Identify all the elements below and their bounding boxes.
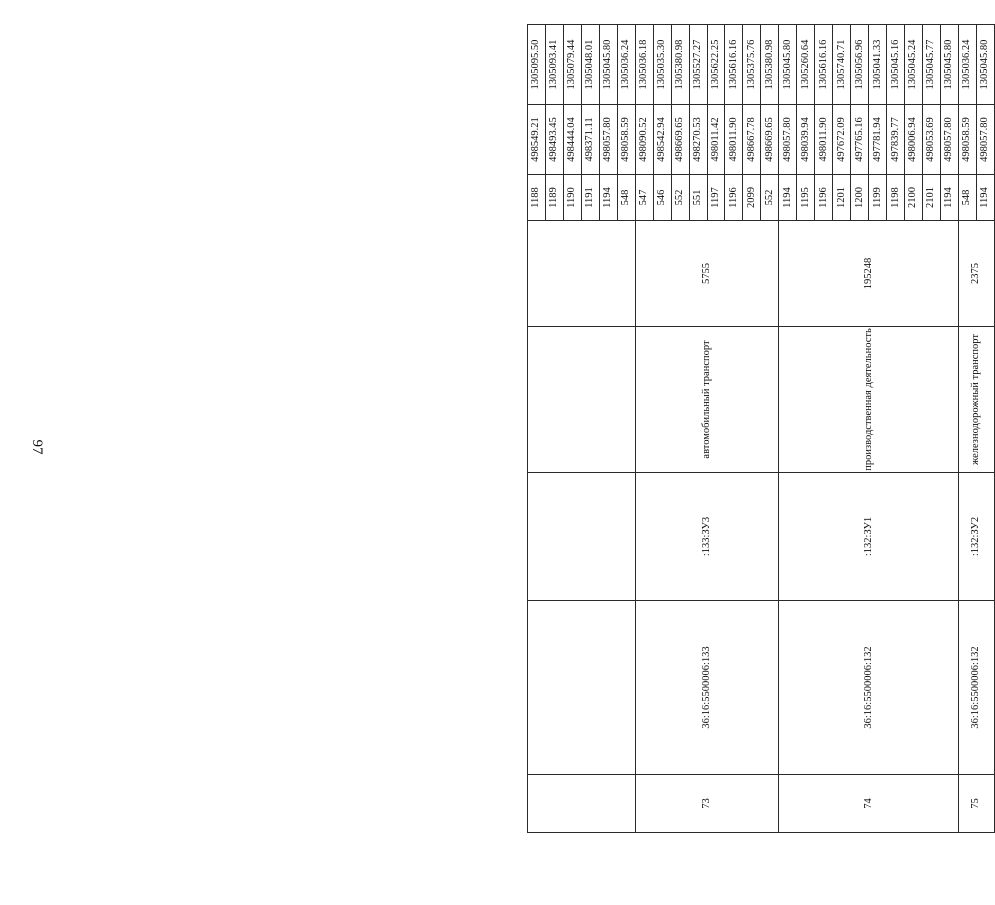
table-row <box>779 25 797 833</box>
point-id-cell: 1201 <box>833 175 851 221</box>
coord-y-cell: 1305045.80 <box>599 25 617 105</box>
coord-x-cell: 498667.78 <box>743 105 761 175</box>
coord-x-cell: 498057.80 <box>779 105 797 175</box>
coord-x-cell: 497765.16 <box>851 105 869 175</box>
point-id-cell: 1189 <box>545 175 563 221</box>
coord-y-cell: 1305045.80 <box>779 25 797 105</box>
coord-x-cell: 498039.94 <box>797 105 815 175</box>
land-use-cell: железнодорожный транспорт <box>958 327 994 473</box>
area-cell: 195248 <box>779 221 959 327</box>
point-id-cell: 2101 <box>922 175 940 221</box>
point-id-cell: 1196 <box>815 175 833 221</box>
coord-x-cell: 498542.94 <box>653 105 671 175</box>
coord-y-cell: 1305093.41 <box>545 25 563 105</box>
coord-y-cell: 1305045.77 <box>922 25 940 105</box>
coord-y-cell: 1305048.01 <box>581 25 599 105</box>
coord-x-cell: 498057.80 <box>940 105 958 175</box>
coord-x-cell: 498057.80 <box>976 105 994 175</box>
parcel-number-cell: 74 <box>779 775 959 833</box>
cadastral-number-cell <box>528 601 636 775</box>
table-row <box>958 25 976 833</box>
cadastral-number-cell: 36:16:5500006:133 <box>635 601 779 775</box>
coord-y-cell: 1305036.24 <box>958 25 976 105</box>
point-id-cell: 1194 <box>940 175 958 221</box>
coord-y-cell: 1305045.80 <box>940 25 958 105</box>
coord-y-cell: 1305380.98 <box>761 25 779 105</box>
coord-x-cell: 498011.42 <box>707 105 725 175</box>
coord-x-cell: 498058.59 <box>958 105 976 175</box>
coord-y-cell: 1305045.16 <box>887 25 905 105</box>
point-id-cell: 1194 <box>779 175 797 221</box>
area-cell: 2375 <box>958 221 994 327</box>
point-id-cell: 1198 <box>887 175 905 221</box>
coord-x-cell: 498549.21 <box>528 105 546 175</box>
table-body <box>528 25 995 833</box>
coord-y-cell: 1305036.24 <box>617 25 635 105</box>
point-id-cell: 1190 <box>563 175 581 221</box>
coord-x-cell: 498493.45 <box>545 105 563 175</box>
coord-x-cell: 498057.80 <box>599 105 617 175</box>
area-cell <box>528 221 636 327</box>
coord-y-cell: 1305095.50 <box>528 25 546 105</box>
point-id-cell: 552 <box>671 175 689 221</box>
parcel-number-cell: 73 <box>635 775 779 833</box>
coord-x-cell: 498006.94 <box>905 105 923 175</box>
point-id-cell: 1191 <box>581 175 599 221</box>
parcel-part-cell <box>528 473 636 601</box>
coord-x-cell: 498270.53 <box>689 105 707 175</box>
point-id-cell: 1194 <box>976 175 994 221</box>
coordinates-table-rotated <box>527 25 995 833</box>
point-id-cell: 548 <box>958 175 976 221</box>
coord-x-cell: 498090.52 <box>635 105 653 175</box>
coord-y-cell: 1305056.96 <box>851 25 869 105</box>
coord-y-cell: 1305616.16 <box>725 25 743 105</box>
point-id-cell: 547 <box>635 175 653 221</box>
parcel-part-cell: :132:ЗУ2 <box>958 473 994 601</box>
table-row <box>528 25 546 833</box>
coord-y-cell: 1305260.64 <box>797 25 815 105</box>
parcel-part-cell: :132:ЗУ1 <box>779 473 959 601</box>
coord-x-cell: 498011.90 <box>815 105 833 175</box>
coord-x-cell: 497839.77 <box>887 105 905 175</box>
point-id-cell: 1197 <box>707 175 725 221</box>
coord-y-cell: 1305035.30 <box>653 25 671 105</box>
area-cell: 5755 <box>635 221 779 327</box>
coord-y-cell: 1305740.71 <box>833 25 851 105</box>
table-row <box>635 25 653 833</box>
coord-y-cell: 1305380.98 <box>671 25 689 105</box>
cadastral-number-cell: 36:16:5500006:132 <box>779 601 959 775</box>
coord-x-cell: 497781.94 <box>869 105 887 175</box>
point-id-cell: 2099 <box>743 175 761 221</box>
coord-y-cell: 1305045.24 <box>905 25 923 105</box>
parcel-number-cell: 75 <box>958 775 994 833</box>
coord-x-cell: 498444.04 <box>563 105 581 175</box>
land-use-cell: автомобильный транспорт <box>635 327 779 473</box>
coord-y-cell: 1305079.44 <box>563 25 581 105</box>
coord-y-cell: 1305041.33 <box>869 25 887 105</box>
coordinates-table <box>527 24 995 833</box>
coord-y-cell: 1305527.27 <box>689 25 707 105</box>
land-use-cell: производственная деятельность <box>779 327 959 473</box>
point-id-cell: 1196 <box>725 175 743 221</box>
point-id-cell: 1195 <box>797 175 815 221</box>
coord-x-cell: 498371.11 <box>581 105 599 175</box>
point-id-cell: 548 <box>617 175 635 221</box>
coord-x-cell: 498669.65 <box>671 105 689 175</box>
coord-y-cell: 1305045.80 <box>976 25 994 105</box>
point-id-cell: 1200 <box>851 175 869 221</box>
coord-y-cell: 1305375.76 <box>743 25 761 105</box>
coord-x-cell: 498053.69 <box>922 105 940 175</box>
parcel-part-cell: :133:ЗУ3 <box>635 473 779 601</box>
coord-x-cell: 498058.59 <box>617 105 635 175</box>
land-use-cell <box>528 327 636 473</box>
point-id-cell: 1194 <box>599 175 617 221</box>
point-id-cell: 2100 <box>905 175 923 221</box>
point-id-cell: 1188 <box>528 175 546 221</box>
point-id-cell: 551 <box>689 175 707 221</box>
coord-y-cell: 1305036.18 <box>635 25 653 105</box>
coord-x-cell: 498011.90 <box>725 105 743 175</box>
cadastral-number-cell: 36:16:5500006:132 <box>958 601 994 775</box>
point-id-cell: 546 <box>653 175 671 221</box>
page-number: 97 <box>29 439 45 455</box>
coord-x-cell: 498669.65 <box>761 105 779 175</box>
parcel-number-cell <box>528 775 636 833</box>
point-id-cell: 1199 <box>869 175 887 221</box>
point-id-cell: 552 <box>761 175 779 221</box>
coord-y-cell: 1305622.25 <box>707 25 725 105</box>
coord-x-cell: 497672.09 <box>833 105 851 175</box>
coord-y-cell: 1305616.16 <box>815 25 833 105</box>
